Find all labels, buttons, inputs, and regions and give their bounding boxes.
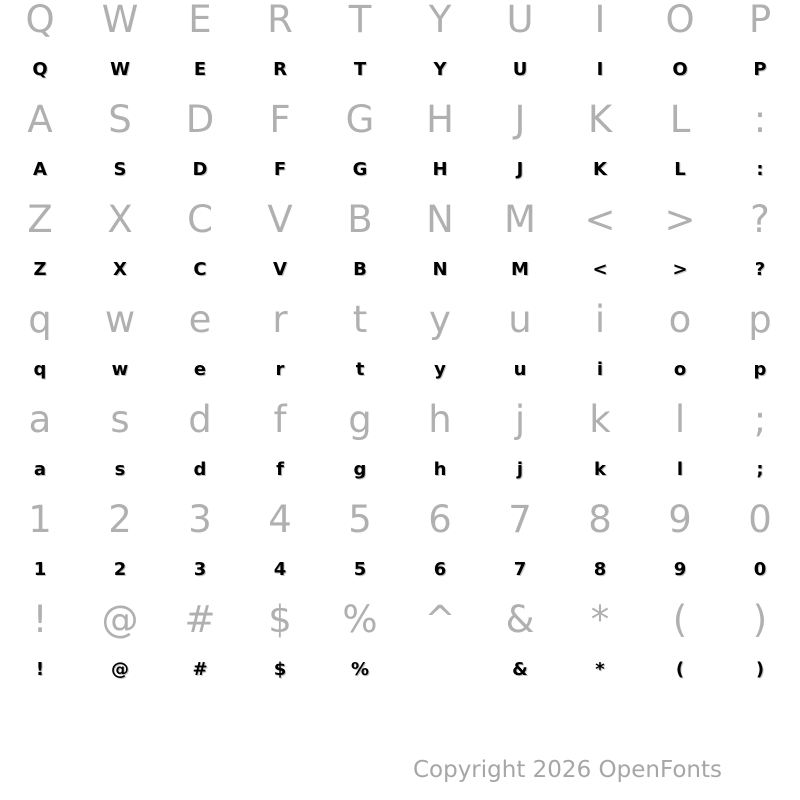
reference-glyph: U [506,0,534,41]
reference-glyph: 8 [588,497,612,541]
reference-glyph: a [28,397,52,441]
specimen-glyph: l [676,458,684,480]
specimen-glyph: M [511,258,529,280]
specimen-glyph: S [113,158,127,180]
specimen-glyph: : [756,158,764,180]
specimen-glyph: H [432,158,448,180]
reference-glyph: e [188,297,212,341]
reference-glyph: W [101,0,139,41]
specimen-glyph: > [672,258,688,280]
specimen-glyph: # [192,658,208,680]
specimen-glyph: G [352,158,368,180]
reference-glyph: R [267,0,293,41]
reference-glyph: J [514,97,526,141]
specimen-glyph: 8 [593,558,607,580]
specimen-glyph: L [674,158,686,180]
reference-glyph: D [185,97,215,141]
specimen-glyph: s [114,458,126,480]
reference-glyph: & [505,597,535,641]
reference-glyph-row [0,594,800,644]
specimen-glyph: * [595,658,605,680]
reference-glyph: 1 [28,497,52,541]
reference-glyph: < [584,197,616,241]
reference-glyph: A [27,97,53,141]
specimen-glyph: & [512,658,528,680]
specimen-glyph: D [192,158,208,180]
reference-glyph: Y [428,0,452,41]
reference-glyph-row [0,94,800,144]
specimen-glyph: g [353,458,367,480]
reference-glyph: t [352,297,368,341]
reference-glyph: ) [752,597,768,641]
specimen-glyph: U [512,58,528,80]
specimen-glyph: w [111,358,129,380]
reference-glyph: @ [101,597,139,641]
specimen-glyph: 9 [673,558,687,580]
reference-glyph: 0 [748,497,772,541]
reference-glyph-row [0,394,800,444]
reference-glyph: P [748,0,772,41]
reference-glyph: 7 [508,497,532,541]
reference-glyph: r [272,297,288,341]
specimen-glyph: e [193,358,207,380]
specimen-glyph: t [355,358,365,380]
reference-glyph: l [674,397,686,441]
reference-glyph: 6 [428,497,452,541]
specimen-glyph: ! [35,658,45,680]
specimen-glyph: ) [755,658,765,680]
specimen-glyph: I [596,58,604,80]
specimen-glyph: T [353,58,367,80]
specimen-glyph: j [516,458,524,480]
specimen-glyph: u [513,358,527,380]
specimen-glyph: f [276,458,284,480]
reference-glyph: S [108,97,132,141]
specimen-glyph: i [596,358,604,380]
reference-glyph: $ [268,597,292,641]
reference-glyph: L [669,97,691,141]
reference-glyph: ? [750,197,770,241]
specimen-glyph: W [110,58,130,80]
specimen-glyph: 3 [193,558,207,580]
reference-glyph: 4 [268,497,292,541]
specimen-glyph: r [275,358,285,380]
specimen-glyph: a [33,458,47,480]
reference-glyph: i [594,297,606,341]
reference-glyph: 2 [108,497,132,541]
reference-glyph: q [28,297,52,341]
reference-glyph: f [273,397,287,441]
reference-glyph-row [0,0,800,44]
specimen-glyph: F [273,158,287,180]
reference-glyph: y [429,297,451,341]
specimen-glyph-row [0,444,800,494]
reference-glyph: E [188,0,212,41]
specimen-glyph: 6 [433,558,447,580]
reference-glyph-row [0,294,800,344]
reference-glyph: s [110,397,130,441]
specimen-glyph: K [593,158,607,180]
reference-glyph: # [184,597,216,641]
reference-glyph: ; [753,397,767,441]
specimen-glyph: ; [756,458,764,480]
specimen-glyph: h [433,458,447,480]
reference-glyph: N [426,197,454,241]
specimen-glyph: P [753,58,767,80]
specimen-glyph-row [0,644,800,694]
specimen-glyph: V [273,258,287,280]
reference-glyph: h [428,397,452,441]
specimen-glyph: 4 [273,558,287,580]
reference-glyph: w [104,297,136,341]
reference-glyph: K [587,97,613,141]
reference-glyph: : [753,97,767,141]
specimen-glyph: $ [273,658,287,680]
reference-glyph-row [0,194,800,244]
reference-glyph: k [589,397,611,441]
specimen-glyph: R [273,58,287,80]
reference-glyph: ! [32,597,48,641]
reference-glyph: O [665,0,695,41]
specimen-glyph: J [516,158,524,180]
specimen-glyph: Z [33,258,47,280]
reference-glyph-row [0,494,800,544]
specimen-glyph: A [33,158,47,180]
specimen-glyph: 5 [353,558,367,580]
reference-glyph: d [188,397,212,441]
specimen-glyph: O [672,58,688,80]
specimen-glyph: y [434,358,446,380]
copyright-text: Copyright 2026 OpenFonts [412,757,722,783]
reference-glyph: C [187,197,213,241]
reference-glyph: Z [27,197,53,241]
reference-glyph: o [668,297,692,341]
reference-glyph: % [342,597,378,641]
specimen-glyph: B [353,258,367,280]
reference-glyph: H [426,97,454,141]
reference-glyph: p [748,297,772,341]
specimen-glyph: k [594,458,606,480]
reference-glyph: 9 [668,497,692,541]
reference-glyph: X [107,197,133,241]
specimen-glyph-row [0,144,800,194]
reference-glyph: Q [25,0,55,41]
specimen-glyph: 2 [113,558,127,580]
specimen-glyph: E [193,58,207,80]
specimen-glyph: Q [32,58,48,80]
specimen-glyph-row [0,344,800,394]
reference-glyph: F [269,97,291,141]
reference-glyph: ^ [424,597,456,641]
reference-glyph: u [508,297,532,341]
specimen-glyph: Y [433,58,447,80]
specimen-glyph: @ [111,658,129,680]
reference-glyph: M [504,197,536,241]
reference-glyph: 5 [348,497,372,541]
specimen-glyph: d [193,458,207,480]
reference-glyph: * [590,597,610,641]
specimen-glyph: p [753,358,767,380]
specimen-glyph: 1 [33,558,47,580]
specimen-glyph: ? [754,258,766,280]
specimen-glyph-row [0,44,800,94]
specimen-glyph [400,644,480,694]
reference-glyph: B [347,197,373,241]
specimen-glyph: N [432,258,448,280]
specimen-glyph-row [0,544,800,594]
specimen-glyph: X [113,258,127,280]
specimen-glyph-row [0,244,800,294]
specimen-glyph: < [592,258,608,280]
reference-glyph: V [267,197,293,241]
specimen-glyph: o [673,358,687,380]
reference-glyph: > [664,197,696,241]
reference-glyph: 3 [188,497,212,541]
reference-glyph: I [594,0,606,41]
specimen-glyph: % [350,658,370,680]
specimen-glyph: ( [675,658,685,680]
specimen-glyph: q [33,358,47,380]
specimen-glyph: C [193,258,207,280]
reference-glyph: G [345,97,375,141]
reference-glyph: g [348,397,372,441]
specimen-glyph: 7 [513,558,527,580]
specimen-glyph: 0 [753,558,767,580]
reference-glyph: ( [672,597,688,641]
reference-glyph: j [514,397,526,441]
reference-glyph: T [348,0,372,41]
